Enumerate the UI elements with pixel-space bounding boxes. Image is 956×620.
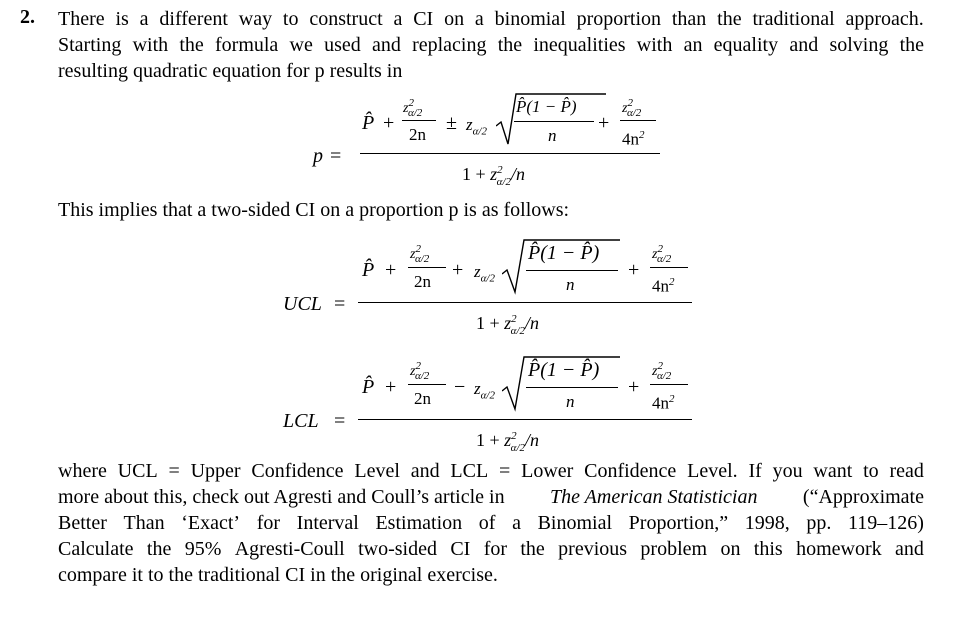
radicand: P̂(1 − P̂) [528,242,600,264]
closing-line-5: compare it to the traditional CI in the original exercise. [58,564,498,586]
plus-sign: + [628,376,640,398]
two-n: 2n [409,125,426,144]
main-fraction-bar [358,302,692,303]
lcl-label: LCL [283,410,319,432]
z-squared-term: $z^2_{\alpha/2}$ [622,97,642,119]
p-hat: P̂ [362,376,375,398]
plus-sign: + [598,112,610,134]
four-n-squared: $4n^2$ [622,129,645,149]
four-n-squared: $4n^2$ [652,393,675,413]
closing-line-2: more about this, check out Agresti and Coull’s article in The American Statistician (“Approximate [58,486,924,508]
denominator: $1 + z^2_{\alpha/2}/n$ [476,313,540,337]
fraction-bar [650,384,688,385]
four-n-squared: $4n^2$ [652,276,675,296]
fraction-bar [408,384,446,385]
main-fraction-bar [358,419,692,420]
n-symbol: n [548,126,557,145]
z-squared-term: $z^2_{\alpha/2}$ [652,243,672,265]
two-n: 2n [414,272,431,291]
z-alpha: $z_{\alpha/2}$ [474,262,495,285]
n-symbol: n [566,275,575,294]
fraction-bar [526,387,618,388]
z-squared-term: $z^2_{\alpha/2}$ [410,360,430,382]
closing-line-4: Calculate the 95% Agresti-Coull two-sided CI for the previous problem on this homework and [58,538,924,560]
z-alpha: $z_{\alpha/2}$ [474,379,495,402]
intro-paragraph [58,6,924,84]
journal-title: The American Statistician [550,486,758,508]
plus-sign: + [628,259,640,281]
fraction-bar [650,267,688,268]
closing-paragraph [58,458,924,588]
ucl-equals: = [334,293,346,315]
p-hat: P̂ [362,259,375,281]
implies-line: This implies that a two-sided CI on a proportion p is as follows: [58,199,570,221]
fraction-bar [408,267,446,268]
z-squared-term: $z^2_{\alpha/2}$ [652,360,672,382]
minus-sign: − [454,376,466,398]
pm-sign: ± [446,112,457,134]
z-squared-term: $z^2_{\alpha/2}$ [403,97,423,119]
p-label: p [313,145,323,167]
main-fraction-bar [360,153,660,154]
closing-line-3: Better Than ‘Exact’ for Interval Estimation of a Binomial Proportion,” 1998, pp. 119–126) [58,512,924,534]
intro-line-1: There is a different way to construct a CI on a binomial proportion than the traditional approach. [58,8,924,30]
p-equals: = [330,145,342,167]
denominator: $1 + z^2_{\alpha/2}/n$ [462,164,526,188]
n-symbol: n [566,392,575,411]
two-n: 2n [414,389,431,408]
ucl-label: UCL [283,293,322,315]
plus-sign: + [385,259,397,281]
lcl-equals: = [334,410,346,432]
denominator: $1 + z^2_{\alpha/2}/n$ [476,430,540,454]
intro-line-2: Starting with the formula we used and replacing the inequalities with an equality and solving the [58,34,924,56]
fraction-bar [514,121,594,122]
plus-sign: + [385,376,397,398]
fraction-bar [402,120,436,121]
closing-line-1: where UCL = Upper Confidence Level and LCL = Lower Confidence Level. If you want to read [58,460,924,482]
z-squared-term: $z^2_{\alpha/2}$ [410,243,430,265]
fraction-bar [620,120,656,121]
plus-sign: + [383,112,395,134]
radicand: P̂(1 − P̂) [528,359,600,381]
z-alpha: $z_{\alpha/2}$ [466,115,487,138]
fraction-bar [526,270,618,271]
plus-sign: + [452,259,464,281]
radicand: P̂(1 − P̂) [516,97,577,116]
p-hat: P̂ [362,112,375,134]
question-number: 2. [20,6,35,28]
intro-line-3: resulting quadratic equation for p results in [58,60,403,82]
implies-paragraph [58,197,758,223]
